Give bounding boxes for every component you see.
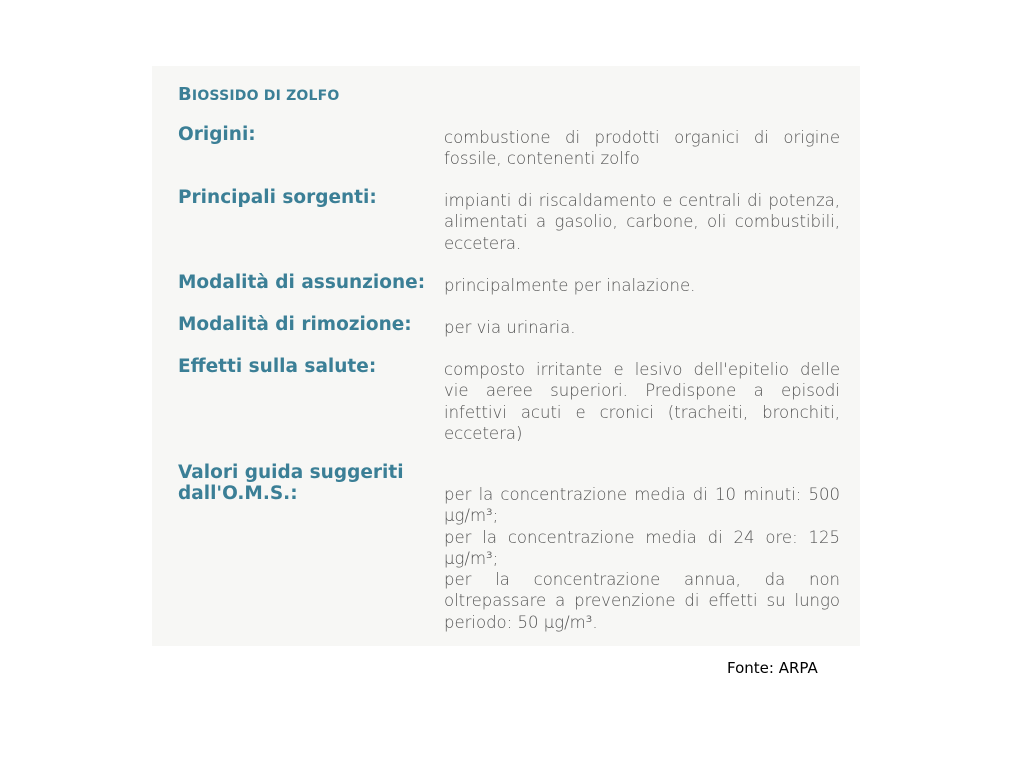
source-caption: Fonte: ARPA [727,659,818,677]
title-rest-2: DI ZOLFO [263,88,340,104]
row-label: Origini: [178,124,256,145]
title-initial: B [178,84,192,105]
document-title [178,84,340,105]
row-label: Modalità di rimozione: [178,314,412,335]
row-label: Effetti sulla salute: [178,356,377,377]
title-rest-1: IOSSIDO [191,88,264,104]
row-value: impianti di riscaldamento e centrali di potenza, alimentati a gasolio, carbone, oli combustibili, eccetera. [444,191,840,253]
row-label: Valori guida suggeriti dall'O.M.S.: [178,462,404,504]
value-line: per la concentrazione media di 10 minuti: 500 µg/m³; [444,485,840,526]
value-line: per la concentrazione media di 24 ore: 125 µg/m³; [444,527,840,568]
row-label: Modalità di assunzione: [178,272,426,293]
row-value: principalmente per inalazione. [444,276,696,295]
row-value: per via urinaria. [444,318,576,337]
row-value [444,484,840,633]
row-label: Principali sorgenti: [178,187,377,208]
row-value: composto irritante e lesivo dell'epitelio delle vie aeree superiori. Predispone a episodi infettivi acuti e cronici (tracheiti, bronchiti, eccetera) [444,360,840,443]
value-line: per la concentrazione annua, da non oltrepassare a prevenzione di effetti su lungo periodo: 50 µg/m³. [444,570,840,632]
row-value: combustione di prodotti organici di origine fossile, contenenti zolfo [444,128,840,169]
